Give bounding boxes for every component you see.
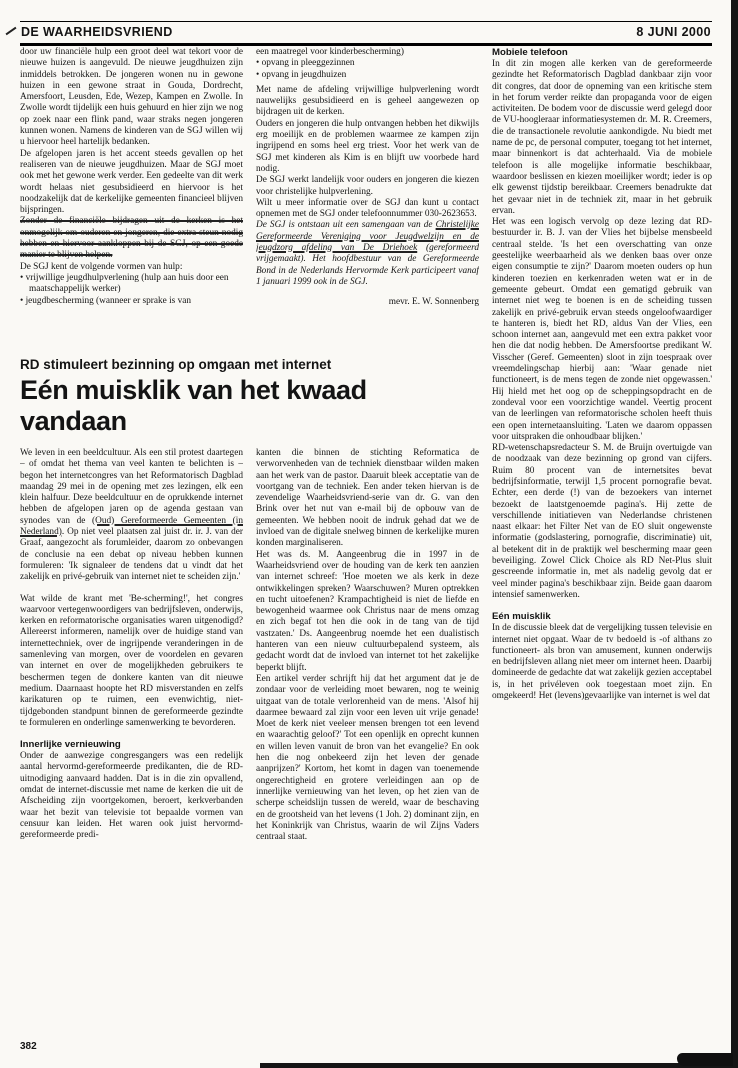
paragraph [20, 448, 243, 584]
paragraph: De SGJ kent de volgende vormen van hulp: [20, 261, 183, 272]
bullet-item: • vrijwillige jeugdhulpverlening (hulp aan huis door een maatschappelijk werker) [20, 272, 229, 295]
page-header [20, 21, 712, 46]
right-column [492, 47, 712, 1038]
paragraph: Ouders en jongeren die hulp ontvangen hebben het dikwijls erg moeilijk en de problemen waarmee ze kampen zijn ingrijpend en soms heel erg triest. Voor het werk van de SGJ met kinderen als Kim is en blijft uw voorbede hard nodig. [256, 118, 479, 174]
paragraph: RD-wetenschapsredacteur S. M. de Bruijn overtuigde van de noodzaak van deze bezinning op grond van cijfers. Ruim 80 procent van de internetsites bevat bedrijfsinformatie, terwijl 1,5 procent pornografie bevat. Echter, een derde (!) van de bezoekers van internet bezoekt de laatstgenoemde pagina's. Hij zette de verschillende initiatieven van Nederlandse christenen naast elkaar: het Filter Net van de EO sluit ongewenste informatie (godslastering, pornografie, discriminatie) uit, al betekent dit in de praktijk wel bescherming maar geen beveiliging. Zowel Click Choice als RD Net-Plus sluit gescreende informatie in, met als nadelig gevolg dat er veel minder pagina's beschikbaar zijn. Beide gaan daarom intensief samenwerken. [492, 443, 712, 600]
bullet-item: • jeugdbescherming (wanneer er sprake is van [20, 295, 192, 306]
paragraph: Onder de aanwezige congresgangers was een redelijk aantal hervormd-gereformeerde predikanten, die de RD-uitnodiging aanvaard hadden. Dat is in die zin opvallend, omdat de internet-discussie met name de kerken die uit de Afscheiding zijn voortgekomen, beroert, kerkverbanden waar het bezit van televisie tot bepaalde vormen van censuur kan leiden. Het waren ook juist hervormd-gereformeerde predi- [20, 751, 243, 841]
subheading: Mobiele telefoon [492, 47, 568, 58]
sgj-article-continuation [20, 47, 479, 343]
paragraph: Met name de afdeling vrijwillige hulpverlening wordt nauwelijks gesubsidieerd en is geheel aangewezen op bijdragen uit de kerken. [256, 84, 479, 118]
paragraph: Het was ds. M. Aangeenbrug die in 1997 in de Waarheidsvriend over de houding van de kerk ten aanzien van internet schreef: 'Hoe moeten we als kerk in deze ontwikkelingen spreken? Waarschuwen? Muren optrekken en tucht uitoefenen? Krampachtigheid is niet de liefde en bewogenheid waarmee ook Christus naar de mens omzag en zich begaf tot hen die ook in de tang van de tijd vastzaten.' Ds. Aangeenbrug noemde het een dualistisch hanteren van een nieuw cultuurbepalend systeem, als gedacht wordt dat de invloed van internet tot het zakelijke beperkt blijft. [256, 549, 479, 673]
issue-date: 8 JUNI 2000 [636, 25, 711, 39]
article-column-2 [256, 448, 479, 1038]
paragraph: Het was een logisch vervolg op deze lezing dat RD-bestuurder ir. B. J. van der Vlies het bijbelse mensbeeld centraal stelde. 'Is het een overschatting van onze geestelijke weerbaarheid als we denken baas over onze eigen consumptie te zijn?' Daarom moeten ouders op hun kinderen toezien en kerkenraden weten wat er in de gemeente gebeurt. Omdat een gematigd gebruik van internet niet weg te boenen is en de scheiding tussen zakelijk en privé-gebruik ervan steeds ongeloofwaardiger te hanteren is, biedt het RD, aldus Van der Vlies, een schoon internet aan, aangevuld met een extra pakket voor hen die dat nodig hebben. De Amersfoortse predikant W. Visscher (Geref. Gemeenten) sloot in zijn toespraak over vreemdelingschap hierbij aan: 'Waar genade niet functioneert, is de mens tegen de zonde niet opgewassen.' Hij hield met het oog op de scheppingsopdracht en de zondeval voor een voorzichtige wandel. Veertig procent van de leerlingen van reformatorische scholen heeft thuis een open internetaansluiting. 'Laten we daarom oppassen voor uitspraken die onhoudbaar blijken.' [492, 217, 712, 442]
subheading: Innerlijke vernieuwing [20, 739, 121, 751]
paragraph: De afgelopen jaren is het accent steeds gevallen op het realiseren van de nieuwe jeugdhuizen. Maar de SGJ moet ook met het gewone werk verder. Een gedeelte van dit werk wordt helaas niet gesubsidieerd en hiervoor is het noodzakelijk dat de kerkelijke gemeenten financieel blijven bijspringen. [20, 148, 243, 216]
internet-article [20, 357, 479, 1038]
article-body [20, 448, 479, 1038]
byline: mevr. E. W. Sonnenberg [388, 297, 479, 308]
paragraph: Wat wilde de krant met 'Be-scherming!', het congres waarvoor vertegenwoordigers van bedrijfsleven, onderwijs, kerken en reformatorische organisaties waren uitgenodigd? Allereerst informeren, namelijk over de huidige stand van internettechniek, over de ingrijpende veranderingen in de samenleving van morgen, over de voordelen en gevaren van internet en over de mogelijkheden gebruikers te beschermen tegen de donkere kanten van dit nieuwe medium. Daarnaast hoopte het RD misverstanden en zelfs karikaturen op te ruimen, een evenwichtig, niet-tijdgebonden standpunt binnen de gereformeerde gezindte te formuleren en onderlinge samenwerking te bevorderen. [20, 593, 243, 728]
page-number: 382 [20, 1041, 37, 1052]
text-segment: De SGJ is ontstaan uit een samengaan van de [256, 220, 436, 231]
paragraph: kanten die binnen de stichting Reformatica de verworvenheden van de techniek dienstbaar wilden maken aan het werk van de pastor. Daaruit bleek acceptatie van de voortgang van de techniek. Een ander teken hiervan is de zevendelige Waarheidsvriend-serie van dr. G. van den Brink over het nut van e-mail bij de opbouw van de gemeenten. We hebben nooit de indruk gehad dat we de invloed van de digitale snelweg binnen de kerkelijke muren konden marginaliseren. [256, 448, 479, 549]
paragraph-struck-through: Zonder de financiële bijdragen uit de kerken is het onmogelijk om ouderen en jongeren, die extra steun nodig hebben en hiervoor aankloppen bij de SGJ, op een goede manier te blijven helpen. [20, 216, 243, 261]
bullet-item: • opvang in jeugdhuizen [256, 69, 347, 80]
text-segment: We leven in een beeldcultuur. Als een stil protest daartegen – of omdat het thema van veel kanten te belichten is – begon het internetcongres van het Reformatorisch Dagblad maandag 29 mei in de opening met zes lezingen, elk een klein halfuur. Deze beeldcultuur en de oprukkende internet hebben de afgelopen jaren op de agenda gestaan van synodes van de [20, 448, 243, 526]
paragraph: Wilt u meer informatie over de SGJ dan kunt u contact opnemen met de SGJ onder telefoonnummer 030-2623653. [256, 197, 479, 220]
article-kicker: RD stimuleert bezinning op omgaan met internet [20, 357, 332, 372]
scan-artifact-corner-blob [677, 1053, 733, 1066]
pen-mark [6, 27, 17, 36]
sgj-column-1 [20, 47, 243, 343]
text-segment: (gereformeerd vrijgemaakt). Het hoofdbestuur van de Gereformeerde Bond in de Nederlands Hervormde Kerk participeert vanaf 1 januari 1999 ook in de SGJ. [256, 243, 479, 287]
masthead-title: DE WAARHEIDSVRIEND [21, 25, 173, 39]
paragraph: De SGJ werkt landelijk voor ouders en jongeren die kiezen voor christelijke hulpverlening. [256, 175, 479, 197]
bullet-item: • opvang in pleeggezinnen [256, 58, 355, 69]
text-segment: . Op niet veel plaatsen zal juist dr. ir. J. van der Graaf, aangezocht als forumleider, daarom zo onbevangen de conclusie na een debat op niveau hebben kunnen formuleren: 'Ik signaleer de tendens dat u vindt dat het zakelijk en privé-gebruik van internet niet te scheiden zijn.' [20, 527, 243, 583]
paragraph: door uw financiële hulp een groot deel wat tekort voor de nieuwe huizen is aangevuld. De nieuwe jeugdhuizen zijn inmiddels betrokken. De jongeren wonen nu in gewone huizen in een gewone straat in Gouda, Dordrecht, Amersfoort, Leusden, Ede, Wezep, Kampen en Zwolle. In Zwolle wordt tijdelijk een huis gehuurd en hier zijn we nog op zoek naar een flink pand, waar straks negen jongeren kunnen wonen. Namens de kinderen van de SGJ willen wij u hiervoor heel hartelijk bedanken. [20, 47, 243, 148]
paragraph: In de discussie bleek dat de vergelijking tussen televisie en internet niet opgaat. Waar de tv bedoeld is -of althans zo functioneert- als bron van amusement, kunnen onderwijs en bedrijfsleven allang niet meer om internet heen. Daarbij domineerde de gedachte dat wat zakelijk gezien acceptabel is, in het privéleven ook toegestaan moet zijn. En omgekeerd! Het (levens)gevaarlijke van internet is wel dat [492, 623, 712, 702]
pen-underline-mark: (Oud) Gereformeerde Gemeenten (in Nederland) [20, 515, 243, 538]
page-content [20, 47, 712, 1038]
paragraph: een maatregel voor kinderbescherming) [256, 47, 404, 57]
sgj-column-2 [256, 47, 479, 343]
paragraph: Een artikel verder schrijft hij dat het argument dat je de zondaar voor de verleiding moet bewaren, nog te weinig uitgaat van de totale verlorenheid van de mens. 'Alsof hij daarmee bewaard zal zijn voor een leven uit vrije genade! Moet de kerk niet veeleer mensen brengen tot een levend en waarachtig geloof?' Tot een openlijk en oprecht kunnen en willen leven vanuit de bron van het evangelie? En ook hen die nog onbekeerd zijn het leven der genade aanprijzen?' Kortom, het komt in dagen van toenemende ongerechtigheid en grotere verleidingen aan op de innerlijke vernieuwing van het leven, op het zien van de scherpe scheidslijn tussen de wereld, waar de beschaving en de grootsheid van het levens (1 Joh. 2) dominant zijn, en het Koninkrijk van Christus, waarin de wil Zijns Vaders centraal staat. [256, 673, 479, 843]
left-area [20, 47, 479, 1038]
scan-artifact-right-edge [731, 0, 738, 1068]
scan-artifact-bottom-edge [260, 1063, 738, 1068]
subheading: Eén muisklik [492, 611, 551, 623]
article-column-1 [20, 448, 243, 1038]
paragraph: In dit zin mogen alle kerken van de gereformeerde gezindte het Reformatorisch Dagblad dankbaar zijn voor dit congres, dat door de opneming van een kritische stem in het forum verder reikte dan propaganda voor de eigen activiteiten. De bodem voor de discussie werd gelegd door de VU-hoogleraar informatiesystemen dr. M. R. Creemers, die de transactionele revolutie aankondigde. Nu biedt met name de pc, de personal computer, toegang tot het internet, maar binnenkort is dat achterhaald. Via de mobiele telefoon is alle mogelijke informatie beschikbaar, waardoor beslissen en kiezen moeilijker wordt; ieder is op elk gewenst tijdstip bereikbaar. Creemers benadrukte dat het gevaar niet in de techniek zit, maar in het gebruik ervan. [492, 59, 712, 216]
editorial-note [256, 220, 479, 288]
pen-underline-mark: Christelijke Gereformeerde Vereniging voor Jeugdwelzijn en de jeugdzorg afdeling van De Driehoek [256, 220, 479, 254]
article-headline: Eén muisklik van het kwaad vandaan [20, 375, 367, 436]
